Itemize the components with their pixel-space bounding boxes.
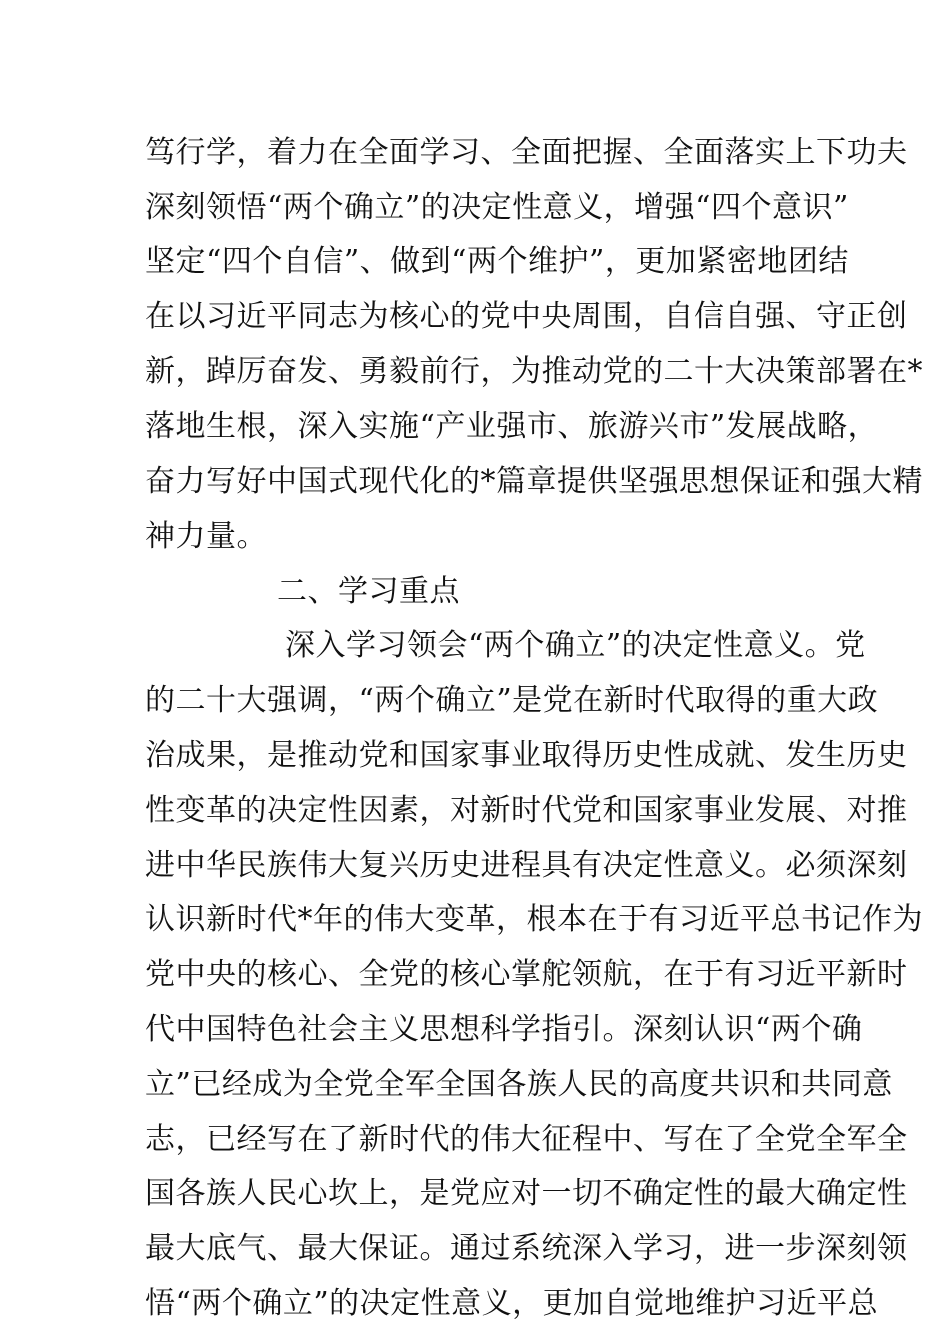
paragraph-line: 深刻领悟“两个确立”的决定性意义，增强“四个意识” [145,190,849,225]
paragraph-line: 治成果，是推动党和国家事业取得历史性成就、发生历史 [145,738,908,773]
paragraph-line: 立”已经成为全党全军全国各族人民的高度共识和共同意 [145,1067,893,1102]
paragraph-line: 坚定“四个自信”、做到“两个维护”，更加紧密地团结 [145,244,849,279]
paragraph-line: 志，已经写在了新时代的伟大征程中、写在了全党全军全 [145,1122,908,1157]
paragraph-line: 认识新时代*年的伟大变革，根本在于有习近平总书记作为 [145,902,923,937]
paragraph-line: 落地生根，深入实施“产业强市、旅游兴市”发展战略， [145,409,879,444]
section-heading: 二、学习重点 [277,574,460,609]
paragraph-line: 国各族人民心坎上，是党应对一切不确定性的最大确定性 [145,1176,908,1211]
paragraph-line: 进中华民族伟大复兴历史进程具有决定性意义。必须深刻 [145,848,908,883]
paragraph-line: 悟“两个确立”的决定性意义，更加自觉地维护习近平总 [145,1286,879,1321]
paragraph-line: 党中央的核心、全党的核心掌舵领航，在于有习近平新时 [145,957,908,992]
paragraph-line: 深入学习领会“两个确立”的决定性意义。党 [285,628,866,663]
paragraph-line: 最大底气、最大保证。通过系统深入学习，进一步深刻领 [145,1231,908,1266]
paragraph-line: 性变革的决定性因素，对新时代党和国家事业发展、对推 [145,793,908,828]
paragraph-line: 笃行学，着力在全面学习、全面把握、全面落实上下功夫 [145,135,908,170]
paragraph-line: 代中国特色社会主义思想科学指引。深刻认识“两个确 [145,1012,863,1047]
paragraph-line: 奋力写好中国式现代化的*篇章提供坚强思想保证和强大精 [145,464,923,499]
paragraph-line: 的二十大强调，“两个确立”是党在新时代取得的重大政 [145,683,879,718]
paragraph-line: 神力量。 [145,519,267,554]
paragraph-line: 在以习近平同志为核心的党中央周围，自信自强、守正创 [145,299,908,334]
paragraph-line: 新，踔厉奋发、勇毅前行，为推动党的二十大决策部署在* [145,354,923,389]
